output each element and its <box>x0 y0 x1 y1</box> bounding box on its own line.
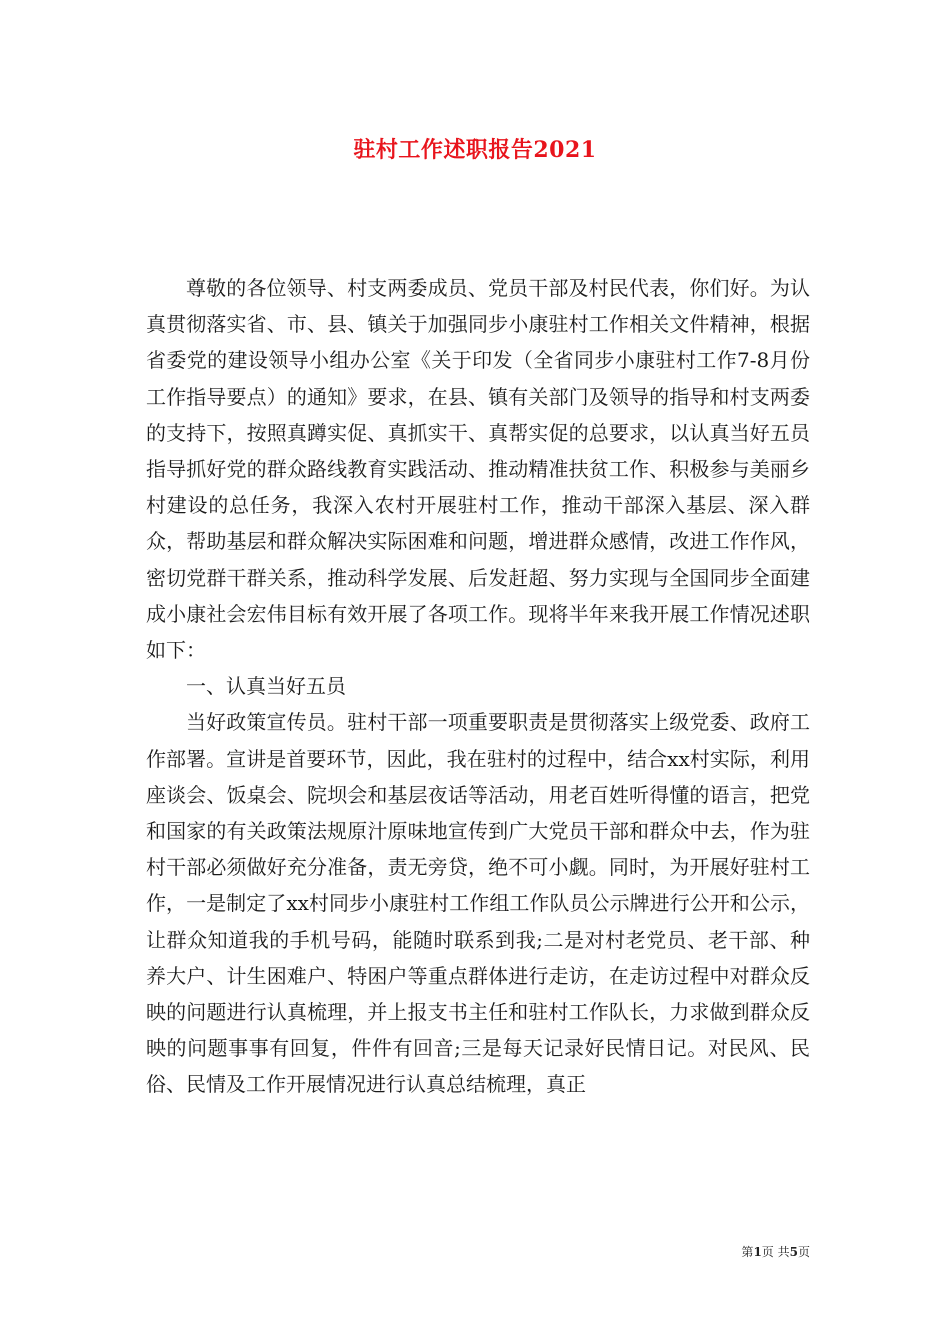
footer-middle: 页 共 <box>761 1245 790 1259</box>
page-number-footer <box>700 1244 810 1260</box>
footer-prefix: 第 <box>741 1245 754 1259</box>
paragraph-intro: 尊敬的各位领导、村支两委成员、党员干部及村民代表，你们好。为认真贯彻落实省、市、县、镇关于加强同步小康驻村工作相关文件精神，根据省委党的建设领导小组办公室《关于印发（全省同步小康驻村工作7-8月份工作指导要点）的通知》要求，在县、镇有关部门及领导的指导和村支两委的支持下，按照真蹲实促、真抓实干、真帮实促的总要求，以认真当好五员指导抓好党的群众路线教育实践活动、推动精准扶贫工作、积极参与美丽乡村建设的总任务，我深入农村开展驻村工作，推动干部深入基层、深入群众，帮助基层和群众解决实际困难和问题，增进群众感情，改进工作作风，密切党群干群关系，推动科学发展、后发赶超、努力实现与全国同步全面建成小康社会宏伟目标有效开展了各项工作。现将半年来我开展工作情况述职如下： <box>146 276 810 663</box>
document-title: 驻村工作述职报告2021 <box>353 137 597 163</box>
document-body <box>146 270 810 1103</box>
footer-total-pages: 5 <box>789 1245 798 1259</box>
paragraph-policy: 当好政策宣传员。驻村干部一项重要职责是贯彻落实上级党委、政府工作部署。宣讲是首要环节，因此，我在驻村的过程中，结合xx村实际，利用座谈会、饭桌会、院坝会和基层夜话等活动，用老百姓听得懂的语言，把党和国家的有关政策法规原汁原味地宣传到广大党员干部和群众中去，作为驻村干部必须做好充分准备，责无旁贷，绝不可小觑。同时，为开展好驻村工作，一是制定了xx村同步小康驻村工作组工作队员公示牌进行公开和公示，让群众知道我的手机号码，能随时联系到我;二是对村老党员、老干部、种养大户、计生困难户、特困户等重点群体进行走访，在走访过程中对群众反映的问题进行认真梳理，并上报支书主任和驻村工作队长，力求做到群众反映的问题事事有回复，件件有回音;三是每天记录好民情日记。对民风、民俗、民情及工作开展情况进行认真总结梳理，真正 <box>146 710 810 1097</box>
footer-suffix: 页 <box>797 1245 810 1259</box>
footer-current-page: 1 <box>753 1245 762 1259</box>
section-heading: 一、认真当好五员 <box>186 674 346 699</box>
